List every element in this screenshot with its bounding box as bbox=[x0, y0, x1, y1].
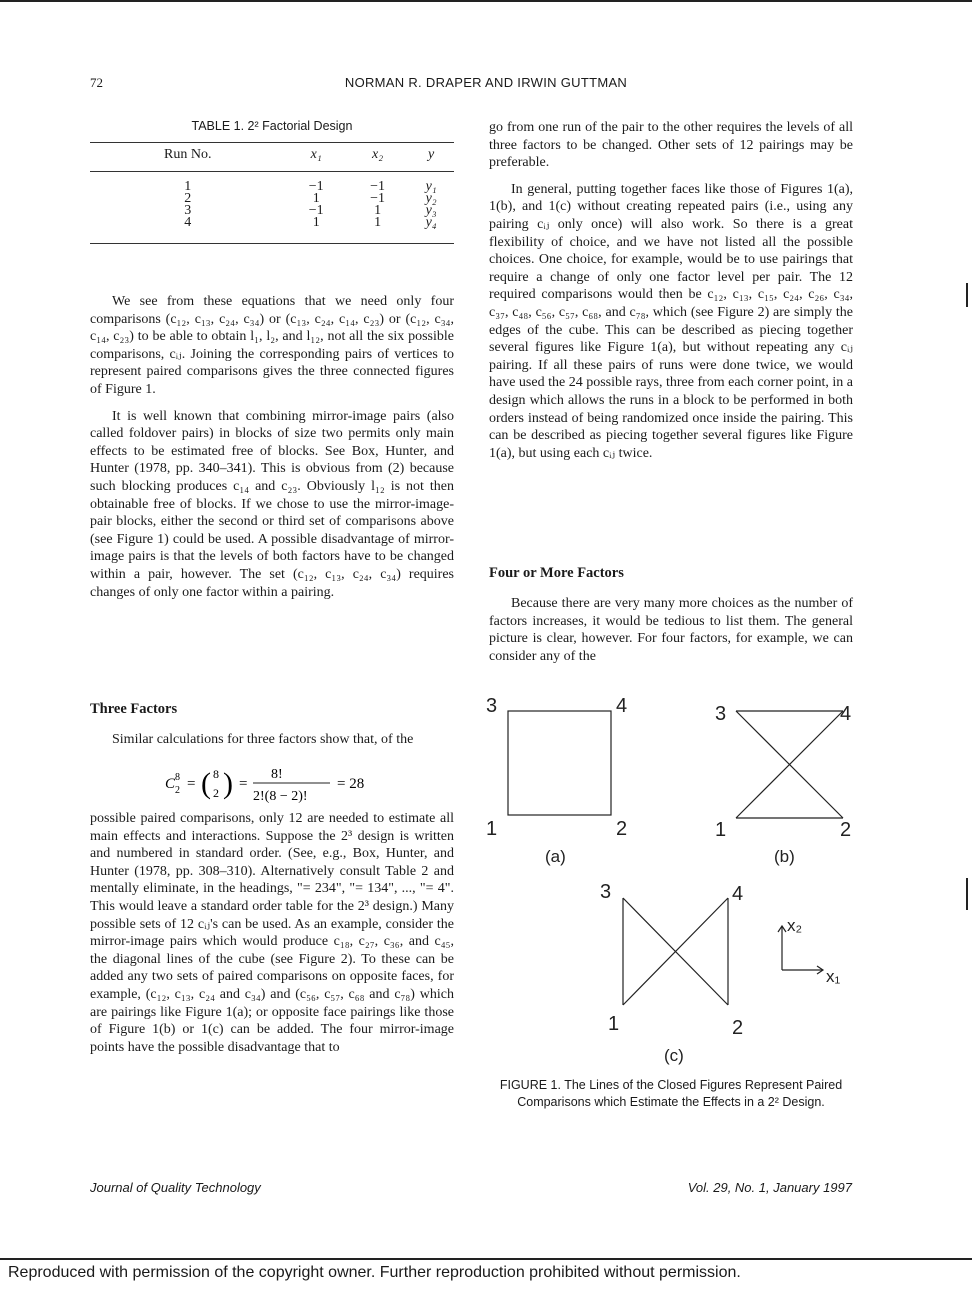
table-cell: 1 bbox=[374, 203, 382, 218]
table-cell: −1 bbox=[370, 179, 386, 194]
vertex-label: 4 bbox=[616, 695, 628, 717]
table-1-title: TABLE 1. 2² Factorial Design bbox=[191, 119, 353, 133]
bowtie-figure-b bbox=[736, 711, 843, 818]
table-row bbox=[90, 205, 454, 217]
svg-text:C: C bbox=[165, 776, 176, 792]
svg-text:8: 8 bbox=[213, 767, 219, 781]
bowtie-figure-c bbox=[623, 898, 728, 1005]
vertex-label: 2 bbox=[732, 1017, 744, 1039]
subcaption-c: (c) bbox=[664, 1046, 684, 1065]
vertex-label: 3 bbox=[486, 695, 498, 717]
footer-journal: Journal of Quality Technology bbox=[90, 1180, 261, 1195]
figure-1 bbox=[478, 690, 868, 1075]
table-cell: y₄ bbox=[408, 217, 454, 244]
table-header-x1: x₁ bbox=[285, 143, 346, 172]
table-row bbox=[90, 193, 454, 205]
table-1 bbox=[90, 142, 454, 244]
margin-mark bbox=[966, 283, 968, 307]
svg-text:2: 2 bbox=[175, 785, 180, 796]
table-header-run: Run No. bbox=[90, 143, 285, 172]
table-cell: 1 bbox=[312, 191, 320, 206]
subcaption-a: (a) bbox=[545, 847, 566, 866]
vertex-label: 2 bbox=[616, 818, 628, 840]
svg-text:= 28: = 28 bbox=[337, 776, 365, 792]
svg-text:8!: 8! bbox=[271, 767, 283, 782]
table-cell: 1 bbox=[184, 179, 192, 194]
svg-text:(: ( bbox=[201, 767, 211, 800]
svg-text:=: = bbox=[187, 776, 196, 792]
right-column-upper bbox=[489, 119, 853, 462]
table-cell: 3 bbox=[184, 203, 192, 218]
subcaption-b: (b) bbox=[774, 847, 795, 866]
square-figure-a bbox=[508, 711, 611, 815]
svg-text:=: = bbox=[239, 776, 248, 792]
axis-label-x2: x₂ bbox=[787, 916, 803, 935]
section-heading-four-factors: Four or More Factors bbox=[489, 565, 624, 581]
table-cell: −1 bbox=[308, 203, 324, 218]
bottom-border bbox=[0, 1258, 972, 1260]
copyright-notice: Reproduced with permission of the copyright owner. Further reproduction prohibited without permission. bbox=[8, 1264, 741, 1281]
paragraph: In general, putting together faces like those of Figures 1(a), 1(b), and 1(c) without creating repeated pairs (i.e., using any pairing cᵢⱼ only once) will also work. So there is a great flexibility of choice, and we have not listed all the possible choices. One choice, for example, would be to use pairings that require a change of only one factor level per pair. The 12 required comparisons would then be c₁₂, c₁₃, c₁₅, c₂₄, c₂₆, c₃₄, c₃₇, c₄₈, c₅₆, c₅₇, c₆₈, and c₇₈, which (see Figure 2) are simply the edges of the cube. This can be described as piecing together several figures like Figure 1(a), but without repeating any cᵢⱼ pairing. If all these pairs of runs were done twice, we would have used the 24 possible rays, three from each corner point, in a design which allows the runs in a block to be performed in both orders instead of being randomized once inside the pairing. This can be described as piecing together several figures like Figure 1(a), but using each cᵢⱼ twice. bbox=[489, 181, 853, 461]
figure-1-caption: FIGURE 1. The Lines of the Closed Figures Represent Paired Comparisons which Estimate the Effects in a 2² Design. bbox=[499, 1078, 843, 1109]
vertex-label: 1 bbox=[486, 818, 498, 840]
table-row bbox=[90, 172, 454, 194]
vertex-label: 3 bbox=[600, 881, 612, 903]
svg-text:2!(8 − 2)!: 2!(8 − 2)! bbox=[253, 789, 308, 804]
table-row bbox=[90, 217, 454, 244]
page-number: 72 bbox=[90, 75, 103, 90]
paragraph: It is well known that combining mirror-image pairs (also called foldover pairs) in blocks of size two permits only main effects to be estimated free of blocks. See Box, Hunter, and Hunter (1978, pp. 340–341). This is obvious from (2) because such blocking produces c₁₄ and c₂₃. Obviously l₁₂ is not then obtainable free of blocks. If we chose to use the mirror-image-pair blocks, either the second or third set of comparisons above (see Figure 1) could be used. A possible disadvantage of mirror-image pairs is that the levels of both factors have to be changed within a pair, however. The set (c₁₂, c₁₃, c₂₄, c₃₄) requires changes of only one factor within a pairing. bbox=[90, 408, 454, 600]
table-cell: 1 bbox=[285, 217, 346, 244]
svg-text:): ) bbox=[223, 767, 233, 800]
table-header-x2: x₂ bbox=[347, 143, 408, 172]
vertex-label: 4 bbox=[840, 703, 852, 725]
paragraph: go from one run of the pair to the other requires the levels of all three factors to be changed. Other sets of 12 pairings may be preferable. bbox=[489, 120, 853, 171]
equation bbox=[165, 766, 405, 815]
vertex-label: 1 bbox=[715, 819, 727, 841]
table-cell: y₃ bbox=[425, 203, 437, 218]
table-cell: −1 bbox=[308, 179, 324, 194]
table-cell: −1 bbox=[370, 191, 386, 206]
axis-label-x1: x₁ bbox=[826, 967, 841, 986]
paragraph: We see from these equations that we need only four comparisons (c₁₂, c₁₃, c₂₄, c₃₄) or (c₁₃, c₂₄, c₁₄, c₂₃) or (c₁₂, c₃₄, c₁₄, c₂₃) to be able to obtain l₁, l₂, and l₁₂, not all the six possible comparisons, cᵢⱼ. Joining the corresponding pairs of vertices to represent paired comparisons gives the three connected figures of Figure 1. bbox=[90, 294, 454, 397]
table-header-y: y bbox=[408, 143, 454, 172]
svg-text:2: 2 bbox=[213, 786, 219, 800]
vertex-label: 3 bbox=[715, 703, 727, 725]
section-heading-three-factors: Three Factors bbox=[90, 701, 178, 717]
margin-mark bbox=[966, 878, 968, 910]
paragraph-text: Because there are very many more choices as the number of factors increases, it would be tedious to list them. The general picture is clear, however. For four factors, for example, we can consider any of the bbox=[489, 596, 853, 664]
paragraph bbox=[90, 810, 454, 1056]
paragraph-text: Similar calculations for three factors show that, of the bbox=[112, 732, 414, 747]
footer-volume: Vol. 29, No. 1, January 1997 bbox=[687, 1180, 852, 1195]
left-column-upper bbox=[90, 293, 454, 601]
table-cell: 4 bbox=[90, 217, 285, 244]
table-cell: 2 bbox=[184, 191, 192, 206]
table-cell: y₂ bbox=[425, 191, 437, 206]
running-head: NORMAN R. DRAPER AND IRWIN GUTTMAN bbox=[344, 75, 628, 90]
vertex-label: 2 bbox=[840, 819, 852, 841]
paragraph bbox=[90, 731, 454, 749]
vertex-label: 1 bbox=[608, 1013, 620, 1035]
equation-graphic bbox=[165, 766, 405, 810]
figure-1-diagram bbox=[478, 690, 868, 1070]
top-border bbox=[0, 0, 972, 2]
vertex-label: 4 bbox=[732, 883, 744, 905]
paragraph bbox=[489, 595, 853, 665]
table-cell: 1 bbox=[347, 217, 408, 244]
paragraph-text: possible paired comparisons, only 12 are needed to estimate all main effects and interactions. Suppose the 2³ design is written and numbered in standard order. (See, e.g., Box, Hunter, and Hunter (1978, pp. 308–310). Alternatively consult Table 2 and mentally eliminate, in the headings, "= 234", "= 134", ..., "= 4". This would leave a standard order table for the 2³ design.) Many possible sets of 12 cᵢⱼ's can be used. As an example, consider the mirror-image pairs which would produce c₁₈, c₂₇, c₃₆, and c₄₅, the diagonal lines of the cube (see Figure 2). To these can be added any two sets of paired comparisons on opposite faces, for example, (c₁₂, c₁₃, c₂₄ and c₃₄) and (c₅₆, c₅₇, c₆₈ and c₇₈) which are pairings like Figure 1(a); or opposite face pairings like those of Figure 1(b) or 1(c) can be added. The four mirror-image points have the possible disadvantage that to bbox=[90, 811, 454, 1055]
table-cell: y₁ bbox=[425, 179, 437, 194]
svg-text:8: 8 bbox=[175, 772, 180, 783]
